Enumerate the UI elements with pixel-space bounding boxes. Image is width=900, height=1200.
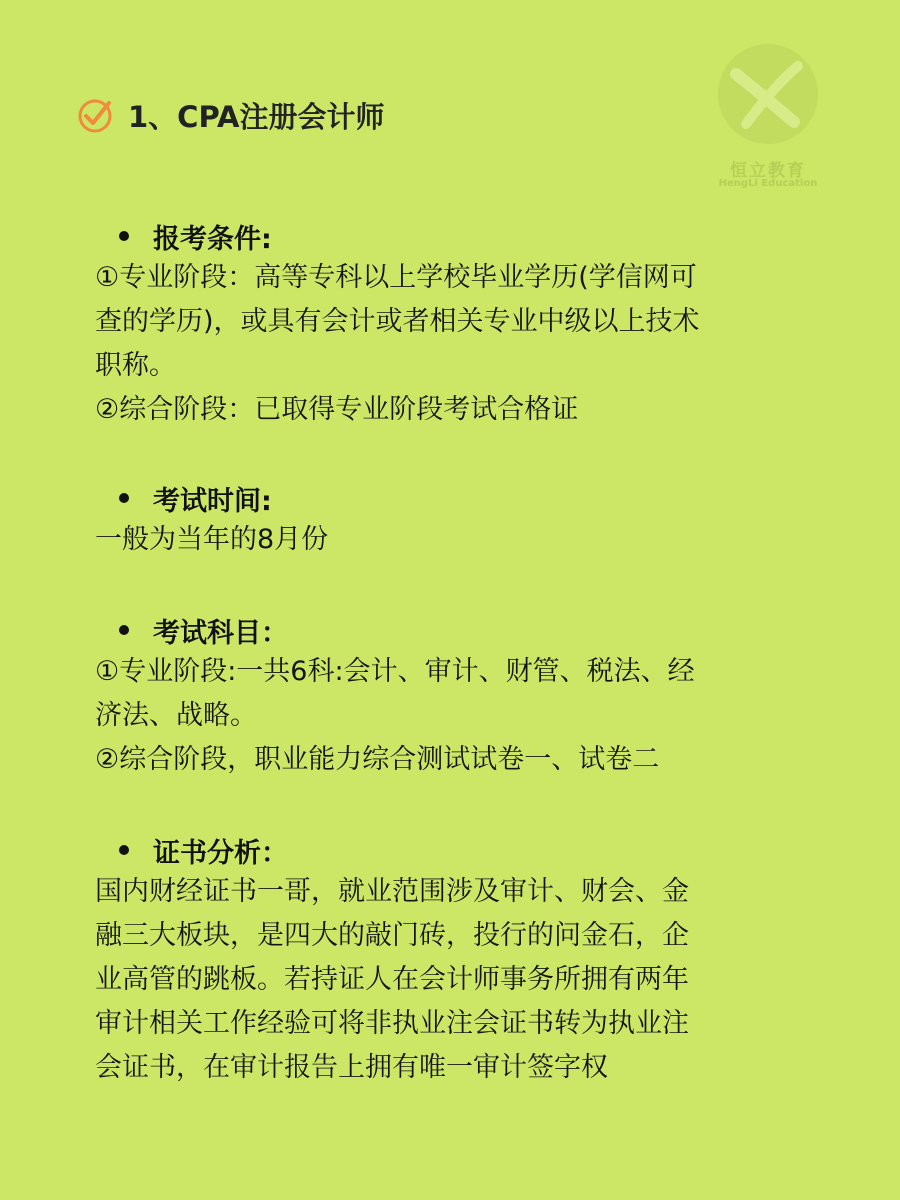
- paragraph-line: 国内财经证书一哥，就业范围涉及审计、财会、金: [95, 876, 689, 907]
- section-heading: [119, 216, 855, 256]
- paragraph-line: 会证书，在审计报告上拥有唯一审计签字权: [95, 1052, 608, 1083]
- paragraph-line: ①专业阶段：高等专科以上学校毕业学历(学信网可: [95, 262, 697, 293]
- section-certificate-analysis: [95, 830, 855, 1090]
- paragraph-line: ②综合阶段，职业能力综合测试试卷一、试卷二: [95, 744, 660, 775]
- title-row: [76, 93, 385, 137]
- section-heading: [119, 478, 855, 518]
- watermark-cn: 恒立教育: [730, 161, 806, 181]
- bullet-icon: [119, 231, 129, 241]
- section-heading: [119, 830, 855, 870]
- paragraph-line: ②综合阶段：已取得专业阶段考试合格证: [95, 394, 579, 425]
- bullet-icon: [119, 625, 129, 635]
- check-circle-icon: [76, 95, 116, 135]
- watermark-logo: [706, 36, 830, 189]
- page-title: 1、CPA注册会计师: [128, 99, 385, 134]
- section-heading-text: 考试科目：: [153, 617, 288, 649]
- bullet-icon: [119, 493, 129, 503]
- paragraph-line: 查的学历)，或具有会计或者相关专业中级以上技术: [95, 306, 700, 337]
- watermark-en: HengLi Education: [718, 178, 818, 189]
- section-exam-time: [95, 478, 855, 562]
- section-heading-text: 证书分析：: [153, 837, 288, 869]
- paragraph-line: 业高管的跳板。若持证人在会计师事务所拥有两年: [95, 964, 689, 995]
- paragraph-line: 融三大板块，是四大的敲门砖，投行的问金石，企: [95, 920, 689, 951]
- section-requirements: [95, 216, 855, 432]
- section-heading-text: 考试时间:: [153, 485, 272, 517]
- paragraph-line: 职称。: [95, 350, 176, 381]
- logo-mark-icon: [706, 36, 830, 156]
- paragraph-line: 一般为当年的8月份: [95, 524, 329, 555]
- bullet-icon: [119, 845, 129, 855]
- section-exam-subjects: [95, 610, 855, 782]
- paragraph-line: 审计相关工作经验可将非执业注会证书转为执业注: [95, 1008, 689, 1039]
- section-heading: [119, 610, 855, 650]
- paragraph-line: 济法、战略。: [95, 700, 257, 731]
- section-heading-text: 报考条件:: [153, 223, 272, 255]
- paragraph-line: ①专业阶段:一共6科:会计、审计、财管、税法、经: [95, 656, 695, 687]
